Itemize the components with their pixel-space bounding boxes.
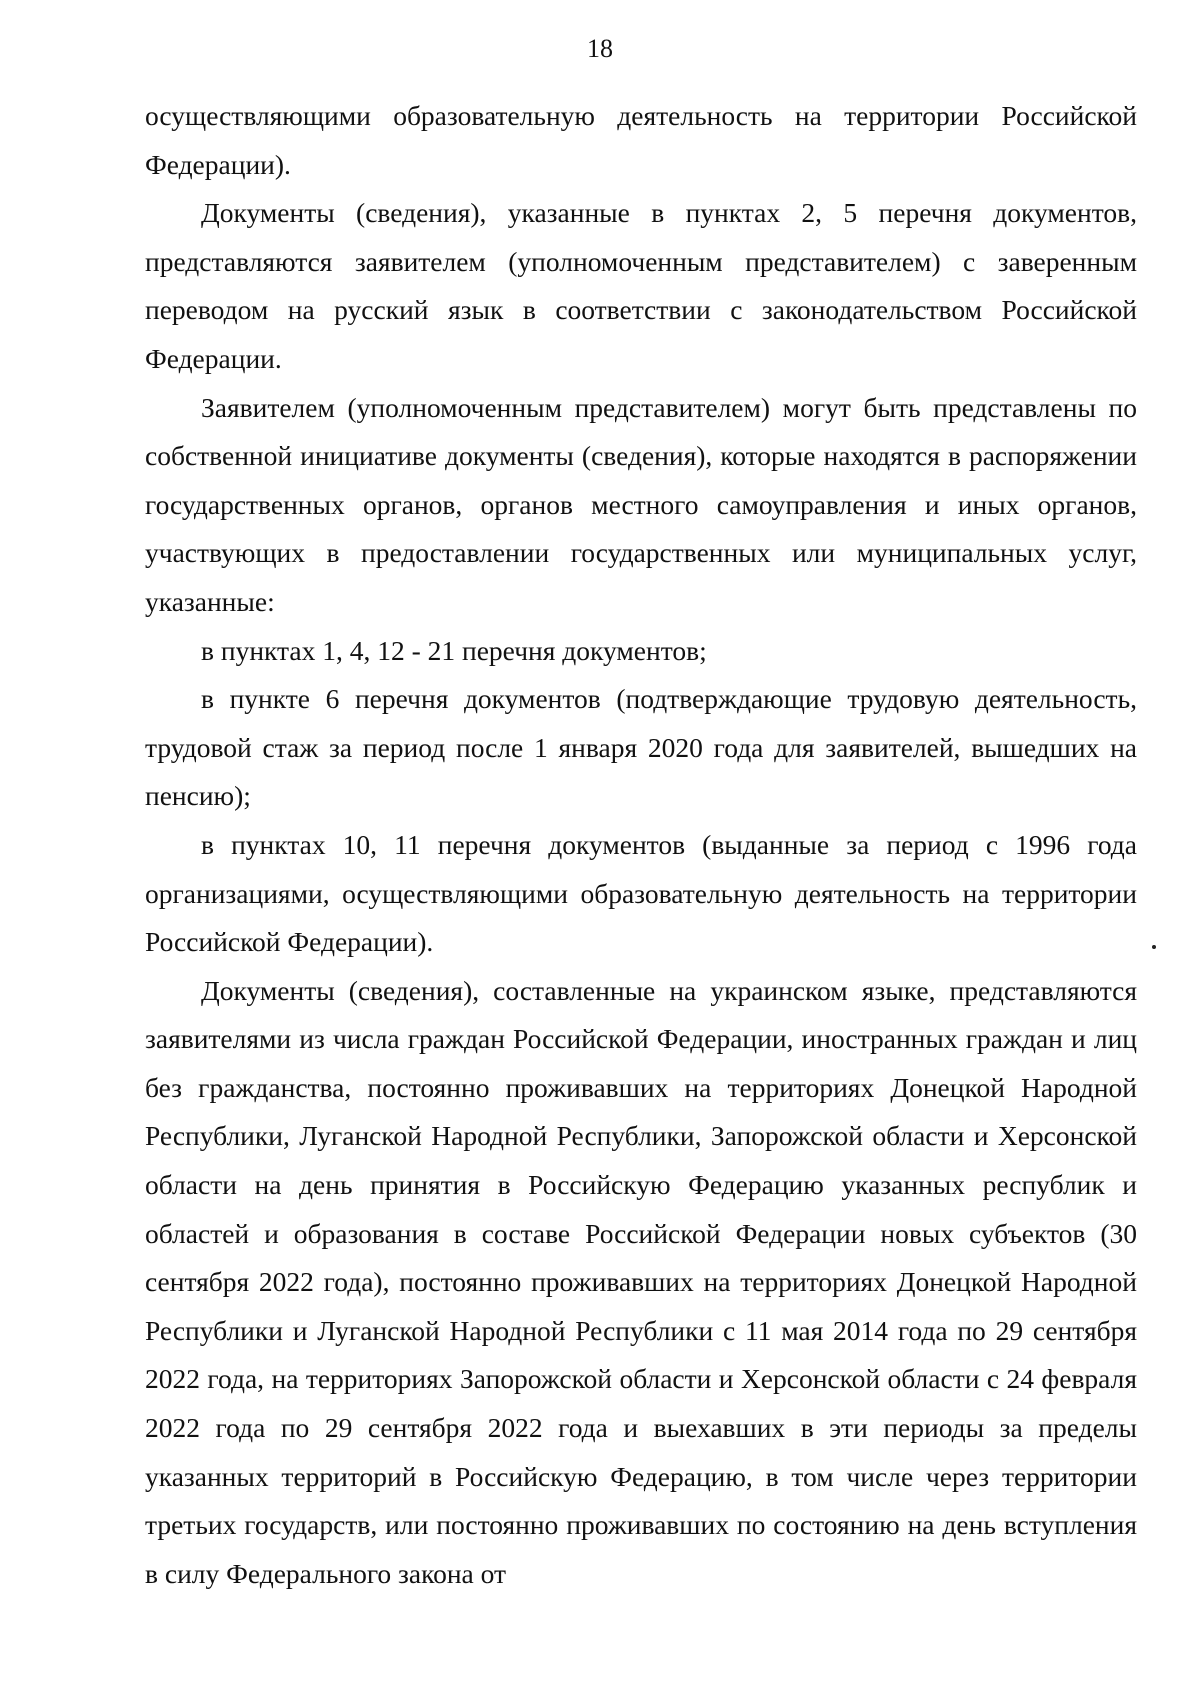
paragraph-ukrainian-language-documents: Документы (сведения), составленные на украинском языке, представляются заявителями из числа граждан Российской Федерации, иностранных граждан и лиц без гражданства, постоянно проживавших на территориях Донецкой Народной Республики, Луганской Народной Республики, Запорожской области и Херсонской области на день принятия в Российскую Федерацию указанных республик и областей и образования в составе Российской Федерации новых субъектов (30 сентября 2022 года), постоянно проживавших на территориях Донецкой Народной Республики и Луганской Народной Республики с 11 мая 2014 года по 29 сентября 2022 года, на территориях Запорожской области и Херсонской области с 24 февраля 2022 года по 29 сентября 2022 года и выехавших в эти периоды за пределы указанных территорий в Российскую Федерацию, в том числе через территории третьих государств, или постоянно проживавших по состоянию на день вступления в силу Федерального закона от	[145, 974, 1137, 1589]
scan-speck	[1152, 945, 1156, 949]
paragraph-items-list-2: в пункте 6 перечня документов (подтверждающие трудовую деятельность, трудовой стаж за период после 1 января 2020 года для заявителей, вышедших на пенсию);	[145, 683, 1137, 812]
paragraph-own-initiative-documents: Заявителем (уполномоченным представителем) могут быть представлены по собственной инициативе документы (сведения), которые находятся в распоряжении государственных органов, органов местного самоуправления и иных органов, участвующих в предоставлении государственных или муниципальных услуг, указанные:	[145, 391, 1137, 617]
document-body	[145, 92, 1137, 1598]
paragraph-continuation: осуществляющими образовательную деятельность на территории Российской Федерации).	[145, 100, 1137, 180]
paragraph-items-list-1: в пунктах 1, 4, 12 - 21 перечня документов;	[201, 634, 707, 666]
paragraph-items-list-3: в пунктах 10, 11 перечня документов (выданные за период с 1996 года организациями, осуществляющими образовательную деятельность на территории Российской Федерации).	[145, 828, 1137, 958]
paragraph-translation-requirement: Документы (сведения), указанные в пунктах 2, 5 перечня документов, представляются заявителем (уполномоченным представителем) с заверенным переводом на русский язык в соответствии с законодательством Российской Федерации.	[145, 197, 1137, 374]
page-number: 18	[587, 34, 613, 63]
